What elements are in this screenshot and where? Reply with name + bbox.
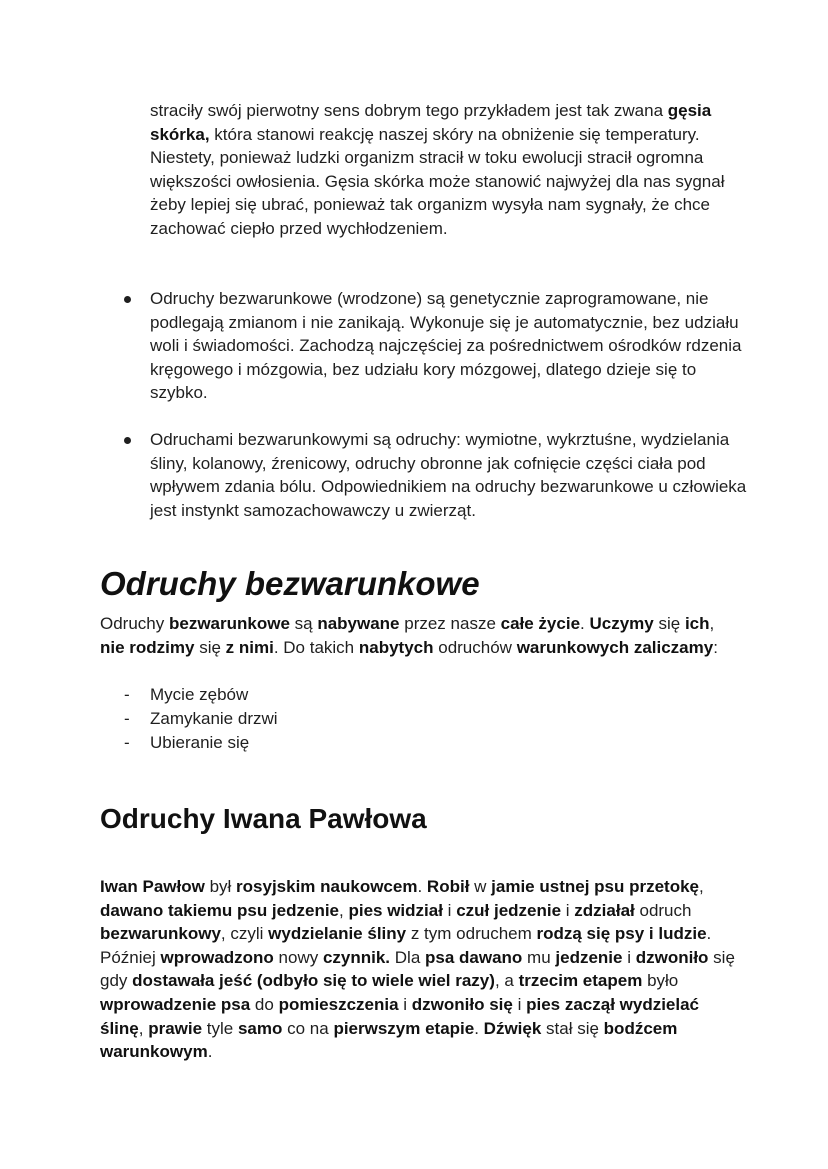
bold-text-run: samo — [237, 1018, 283, 1038]
text-run: i — [561, 900, 575, 920]
text-run: był — [204, 877, 237, 896]
text-run: Odruchy — [100, 614, 169, 633]
bold-text-run: pies zaczął wydzielać ślinę — [100, 994, 700, 1038]
bullet-dot-icon — [124, 296, 131, 303]
text-run: . Później — [100, 924, 712, 967]
text-run: . — [580, 614, 590, 633]
section-paragraph — [100, 875, 740, 1064]
bold-text-run: prawie — [148, 1018, 203, 1038]
bold-text-run: wprowadzenie psa — [100, 994, 251, 1014]
list-item-text: Ubieranie się — [150, 733, 250, 752]
text-run: . — [474, 1018, 484, 1038]
text-run: się gdy — [100, 947, 735, 991]
bold-text-run: dawano takiemu psu jedzenie — [100, 900, 340, 920]
text-run: , czyli — [220, 924, 269, 944]
bold-text-run: wprowadzono — [160, 947, 274, 967]
list-item — [100, 707, 278, 731]
continuation-paragraph — [150, 99, 750, 241]
list-item — [100, 683, 278, 707]
bold-text-run: Uczymy — [589, 614, 654, 633]
dash-list — [100, 683, 278, 755]
bold-text-run: Robił — [426, 877, 470, 896]
bold-text-run: Dźwięk — [483, 1018, 542, 1038]
text-run: odruch — [634, 900, 692, 920]
dash-marker: - — [124, 733, 130, 752]
text-run: i — [442, 900, 457, 920]
bold-text-run: nie rodzimy — [100, 637, 195, 657]
list-item — [150, 287, 750, 405]
text-run: , — [138, 1018, 149, 1038]
bold-text-run: pies widział — [348, 900, 443, 920]
bold-text-run: zdziałał — [574, 900, 635, 920]
bold-text-run: dzwoniło się — [411, 994, 513, 1014]
bold-text-run: pierwszym etapie — [333, 1018, 475, 1038]
text-run: : — [713, 637, 718, 657]
bold-text-run: warunkowych zaliczamy — [516, 637, 714, 657]
text-run: straciły swój pierwotny sens dobrym tego przykładem jest tak zwana — [150, 101, 668, 120]
text-run: w — [469, 877, 492, 896]
text-run: która stanowi reakcję naszej skóry na obniżenie się temperatury. Niestety, ponieważ ludzki organizm stracił w toku ewolucji stracił ogromna większości owłosienia. Gęsia skórka może stanowić najwyżej dla nas sygnał żeby lepiej się ubrać, ponieważ tak organizm wysyła nam sygnały, że chce zachować ciepło przed wychłodzeniem. — [150, 124, 725, 238]
text-run: . — [417, 877, 427, 896]
bold-text-run: jedzenie — [555, 947, 623, 967]
dash-marker: - — [124, 685, 130, 704]
text-run: przez nasze — [399, 614, 501, 633]
text-run: z tym odruchem — [406, 924, 537, 944]
text-run: . — [207, 1042, 213, 1062]
text-run: się — [194, 637, 226, 657]
text-run: do — [250, 994, 279, 1014]
bold-text-run: czynnik. — [322, 947, 391, 967]
bold-text-run: trzecim etapem — [518, 971, 643, 991]
bullet-text: Odruchami bezwarunkowymi są odruchy: wymiotne, wykrztuśne, wydzielania śliny, kolanowy, źrenicowy, odruchy obronne jak cofnięcie części ciała pod wpływem zdania bólu. Odpowiednikiem na odruchy bezwarunkowe u człowieka jest instynkt samozachowawczy u zwierząt. — [150, 430, 747, 520]
section-paragraph — [100, 612, 740, 659]
text-run: . Do takich — [273, 637, 359, 657]
text-run: stał się — [541, 1018, 604, 1038]
text-run: są — [289, 614, 318, 633]
text-run: odruchów — [433, 637, 517, 657]
text-run: tyle — [202, 1018, 238, 1038]
bold-text-run: całe życie — [500, 614, 581, 633]
bold-text-run: psa dawano — [425, 947, 523, 967]
bold-text-run: gęsia skórka, — [150, 101, 712, 144]
text-run: się — [653, 614, 685, 633]
bold-text-run: dostawała jeść (odbyło się to wiele wiel razy) — [132, 971, 495, 991]
text-run: było — [642, 971, 679, 991]
text-run: nowy — [273, 947, 323, 967]
text-run: , a — [494, 971, 519, 991]
text-run: , — [339, 900, 349, 920]
bullet-text: Odruchy bezwarunkowe (wrodzone) są genetycznie zaprogramowane, nie podlegają zmianom i nie zanikają. Wykonuje się je automatycznie, bez udziału woli i świadomości. Zachodzą najczęściej za pośrednictwem ośrodków rdzenia kręgowego i mózgowia, bez udziału kory mózgowej, dlatego dzieje się to szybko. — [150, 289, 742, 403]
text-run: mu — [522, 947, 556, 967]
bold-text-run: jamie ustnej psu przetokę — [491, 877, 699, 896]
text-run: i — [622, 947, 636, 967]
bold-text-run: czuł jedzenie — [456, 900, 562, 920]
text-run: , — [709, 614, 715, 633]
bold-text-run: bezwarunkowe — [168, 614, 290, 633]
section-heading: Odruchy Iwana Pawłowa — [100, 803, 427, 834]
list-item-text: Mycie zębów — [150, 685, 249, 704]
list-item — [100, 731, 278, 755]
bold-text-run: nabywane — [317, 614, 400, 633]
text-run: , — [699, 877, 704, 896]
text-run: co na — [282, 1018, 334, 1038]
bold-text-run: bodźcem warunkowym — [100, 1018, 678, 1062]
bold-text-run: rodzą się psy i ludzie — [536, 924, 707, 944]
list-item — [150, 428, 750, 522]
bold-text-run: z nimi — [225, 637, 274, 657]
text-run: Dla — [390, 947, 426, 967]
bold-text-run: ich — [684, 614, 710, 633]
text-run: i — [512, 994, 527, 1014]
bold-text-run: rosyjskim naukowcem — [236, 877, 418, 896]
bold-text-run: bezwarunkowy — [100, 924, 221, 944]
section-heading: Odruchy bezwarunkowe — [100, 565, 480, 602]
bold-text-run: wydzielanie śliny — [268, 924, 407, 944]
bold-text-run: Iwan Pawłow — [100, 877, 205, 896]
bullet-dot-icon — [124, 437, 131, 444]
text-run: i — [398, 994, 412, 1014]
list-item-text: Zamykanie drzwi — [150, 709, 278, 728]
dash-marker: - — [124, 709, 130, 728]
bold-text-run: pomieszczenia — [278, 994, 399, 1014]
bold-text-run: dzwoniło — [635, 947, 709, 967]
bold-text-run: nabytych — [358, 637, 434, 657]
